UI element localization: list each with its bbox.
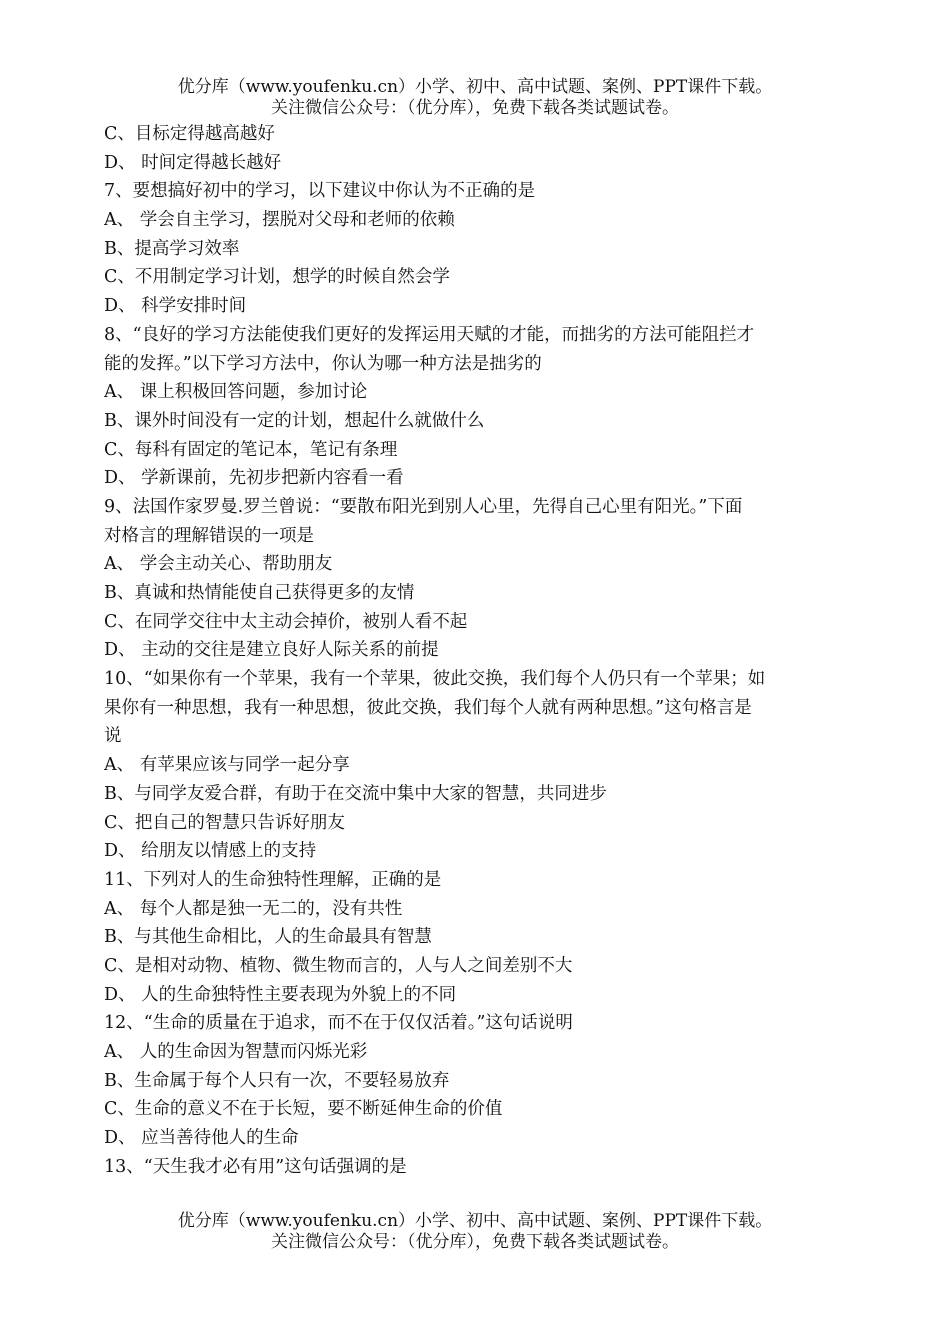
text-line: B、提高学习效率 xyxy=(104,238,240,259)
text-line: B、生命属于每个人只有一次，不要轻易放弃 xyxy=(104,1070,450,1091)
text-line: C、在同学交往中太主动会掉价，被别人看不起 xyxy=(104,611,468,632)
text-line: B、与同学友爱合群，有助于在交流中集中大家的智慧，共同进步 xyxy=(104,783,607,804)
text-line: D、 学新课前，先初步把新内容看一看 xyxy=(104,468,404,489)
text-line: C、每科有固定的笔记本，笔记有条理 xyxy=(104,439,398,460)
text-line: A、 每个人都是独一无二的，没有共性 xyxy=(104,898,403,919)
text-line: D、 给朋友以情感上的支持 xyxy=(104,841,317,862)
text-line: C、把自己的智慧只告诉好朋友 xyxy=(104,812,345,833)
text-line: C、是相对动物、植物、微生物而言的，人与人之间差别不大 xyxy=(104,955,573,976)
text-line: B、课外时间没有一定的计划，想起什么就做什么 xyxy=(104,410,485,431)
text-line: 果你有一种思想，我有一种思想，彼此交换，我们每个人就有两种思想。”这句格言是 xyxy=(104,697,752,718)
text-line: A、 课上积极回答问题，参加讨论 xyxy=(104,382,368,403)
text-line: 9、法国作家罗曼.罗兰曾说：“要散布阳光到别人心里，先得自己心里有阳光。”下面 xyxy=(104,496,743,517)
footer-line-2: 关注微信公众号：（优分库），免费下载各类试题试卷。 xyxy=(271,1232,679,1252)
text-line: A、 人的生命因为智慧而闪烁光彩 xyxy=(104,1042,368,1062)
text-line: 能的发挥。”以下学习方法中，你认为哪一种方法是拙劣的 xyxy=(104,353,542,374)
text-line: A、 学会自主学习，摆脱对父母和老师的依赖 xyxy=(104,210,455,231)
page-footer xyxy=(0,1211,950,1253)
text-line: C、不用制定学习计划，想学的时候自然会学 xyxy=(104,267,450,288)
text-line: D、 主动的交往是建立良好人际关系的前提 xyxy=(104,640,439,661)
text-line: 11、下列对人的生命独特性理解，正确的是 xyxy=(104,869,442,890)
footer-line-1: 优分库（www.youfenku.cn）小学、初中、高中试题、案例、PPT课件下载。 xyxy=(177,1211,773,1231)
text-line: D、 人的生命独特性主要表现为外貌上的不同 xyxy=(104,984,457,1005)
text-line: 7、要想搞好初中的学习，以下建议中你认为不正确的是 xyxy=(104,181,536,202)
text-line: 13、“天生我才必有用”这句话强调的是 xyxy=(104,1156,407,1177)
header-line-1: 优分库（www.youfenku.cn）小学、初中、高中试题、案例、PPT课件下载。 xyxy=(177,77,773,97)
text-line: 对格言的理解错误的一项是 xyxy=(104,525,314,546)
text-line: 10、“如果你有一个苹果，我有一个苹果，彼此交换，我们每个人仍只有一个苹果；如 xyxy=(104,669,766,690)
document-body xyxy=(104,120,849,1181)
text-line: D、 科学安排时间 xyxy=(104,296,247,317)
text-line: 12、“生命的质量在于追求，而不在于仅仅活着。”这句话说明 xyxy=(104,1013,573,1034)
text-line: A、 学会主动关心、帮助朋友 xyxy=(104,554,333,575)
header-line-2: 关注微信公众号：（优分库），免费下载各类试题试卷。 xyxy=(271,98,679,118)
text-line: 8、“良好的学习方法能使我们更好的发挥运用天赋的才能，而拙劣的方法可能阻拦才 xyxy=(104,324,755,345)
text-line: A、 有苹果应该与同学一起分享 xyxy=(104,755,350,776)
text-line: C、目标定得越高越好 xyxy=(104,124,275,144)
page-header xyxy=(0,77,950,119)
text-line: 说 xyxy=(104,726,122,747)
text-line: C、生命的意义不在于长短，要不断延伸生命的价值 xyxy=(104,1099,503,1120)
text-line: B、真诚和热情能使自己获得更多的友情 xyxy=(104,583,415,603)
text-line: D、 时间定得越长越好 xyxy=(104,152,282,173)
text-line: D、 应当善待他人的生命 xyxy=(104,1128,299,1149)
text-line: B、与其他生命相比，人的生命最具有智慧 xyxy=(104,927,432,948)
